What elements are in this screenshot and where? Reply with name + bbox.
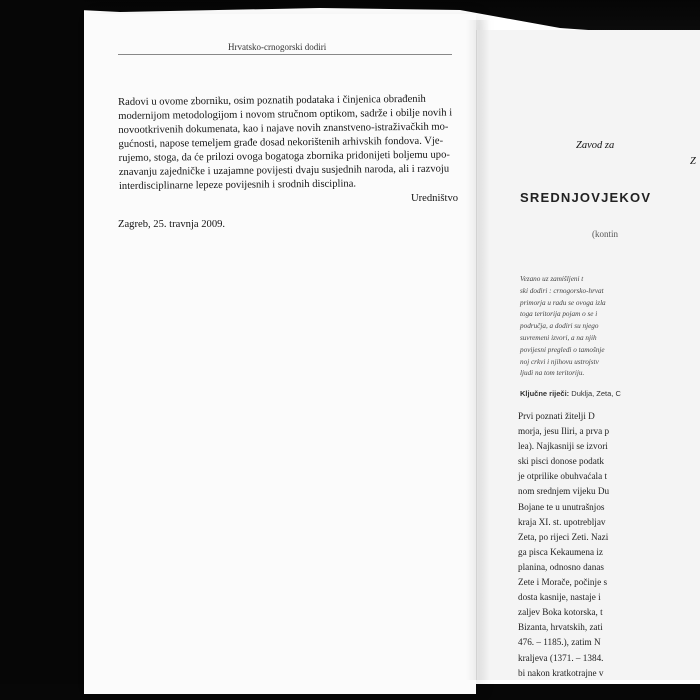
body-line: ski pisci donose podatk bbox=[518, 456, 604, 467]
body-line: lea). Najkasniji se izvori bbox=[518, 441, 608, 452]
article-body bbox=[518, 409, 609, 681]
body-line: Zeta, po rijeci Zeti. Nazi bbox=[518, 531, 609, 542]
abstract-line: povijesni pregledi o tamošnje bbox=[520, 345, 605, 354]
abstract-line: noj crkvi i njihovu ustrojstv bbox=[520, 357, 599, 366]
running-head: Hrvatsko-crnogorski dodiri bbox=[228, 42, 327, 52]
paragraph-line: gućnosti, napose temeljem građe dosad nekorištenih arhivskih fondova. Vje- bbox=[118, 135, 444, 150]
abstract-line: Vezano uz zamišljeni t bbox=[520, 275, 584, 283]
article-title: SREDNJOVJEKOV bbox=[520, 190, 652, 205]
body-line: Bojane te u unutrašnjos bbox=[518, 501, 605, 512]
institution-line: Z bbox=[690, 156, 696, 167]
keywords-label: Ključne riječi: bbox=[520, 389, 570, 398]
abstract-line: ljudi na tom teritoriju. bbox=[520, 369, 585, 378]
body-line: nom srednjem vijeku Du bbox=[518, 486, 610, 497]
keywords-text: Duklja, Zeta, C bbox=[571, 389, 621, 398]
body-line: dosta kasnije, nastaje i bbox=[518, 592, 601, 603]
body-line: kraja XI. st. upotrebljav bbox=[518, 516, 606, 527]
book-gutter-shadow bbox=[466, 20, 490, 680]
paragraph-line: znavanju zajedničke i uzajamne povijesti dvaju susjednih naroda, ali i razvoju bbox=[118, 163, 450, 178]
signature: Uredništvo bbox=[411, 193, 459, 204]
abstract bbox=[520, 274, 606, 380]
preface-paragraph bbox=[118, 92, 455, 194]
abstract-line: područja, a dodiri su njego bbox=[520, 322, 599, 331]
paragraph-line: interdisciplinarne lepeze povijesnih i srodnih disciplina. bbox=[118, 178, 357, 192]
institution-line: Zavod za bbox=[576, 140, 615, 151]
abstract-line: toga teritorija pojam o se i bbox=[520, 310, 598, 319]
body-line: zaljev Boka kotorska, t bbox=[518, 607, 603, 618]
article-subtitle: (kontin bbox=[592, 229, 618, 239]
date-line: Zagreb, 25. travnja 2009. bbox=[118, 219, 226, 230]
body-line: bi nakon kratkotrajne v bbox=[518, 667, 604, 678]
body-line: morja, jesu Iliri, a prva p bbox=[518, 426, 610, 437]
paragraph-line: novootkrivenih dokumenata, kao i najave novih znanstveno-istraživačkih mo- bbox=[118, 121, 449, 136]
header-rule bbox=[118, 54, 452, 55]
paragraph-line: modernijom metodologijom i novom stručnom optikom, sadrže i obilje novih i bbox=[118, 107, 453, 122]
body-line: Prvi poznati žitelji D bbox=[518, 411, 595, 421]
dark-background-left bbox=[0, 0, 84, 700]
body-line: je otprilike obuhvaćala t bbox=[518, 471, 608, 482]
body-line: planina, odnosno danas bbox=[518, 561, 604, 572]
body-line: 476. – 1185.), zatim N bbox=[518, 637, 601, 648]
paragraph-line: rujemo, stoga, da će prilozi ovoga bogatoga zbornika pridonijeti boljemu upo- bbox=[118, 149, 450, 164]
body-line: Bizanta, hrvatskih, zati bbox=[518, 622, 603, 633]
keywords bbox=[520, 389, 621, 398]
body-line: kraljeva (1371. – 1384. bbox=[518, 652, 604, 663]
abstract-line: primorja u radu se ovoga izla bbox=[520, 298, 606, 307]
abstract-line: ski dodiri : crnogorsko-hrvat bbox=[520, 286, 604, 295]
body-line: ga pisca Kekaumena iz bbox=[518, 546, 603, 557]
body-line: Zete i Morače, počinje s bbox=[518, 577, 608, 588]
abstract-line: suvremeni izvori, a na njih bbox=[520, 333, 597, 342]
paragraph-line: Radovi u ovome zborniku, osim poznatih podataka i činjenica obrađenih bbox=[118, 93, 426, 108]
